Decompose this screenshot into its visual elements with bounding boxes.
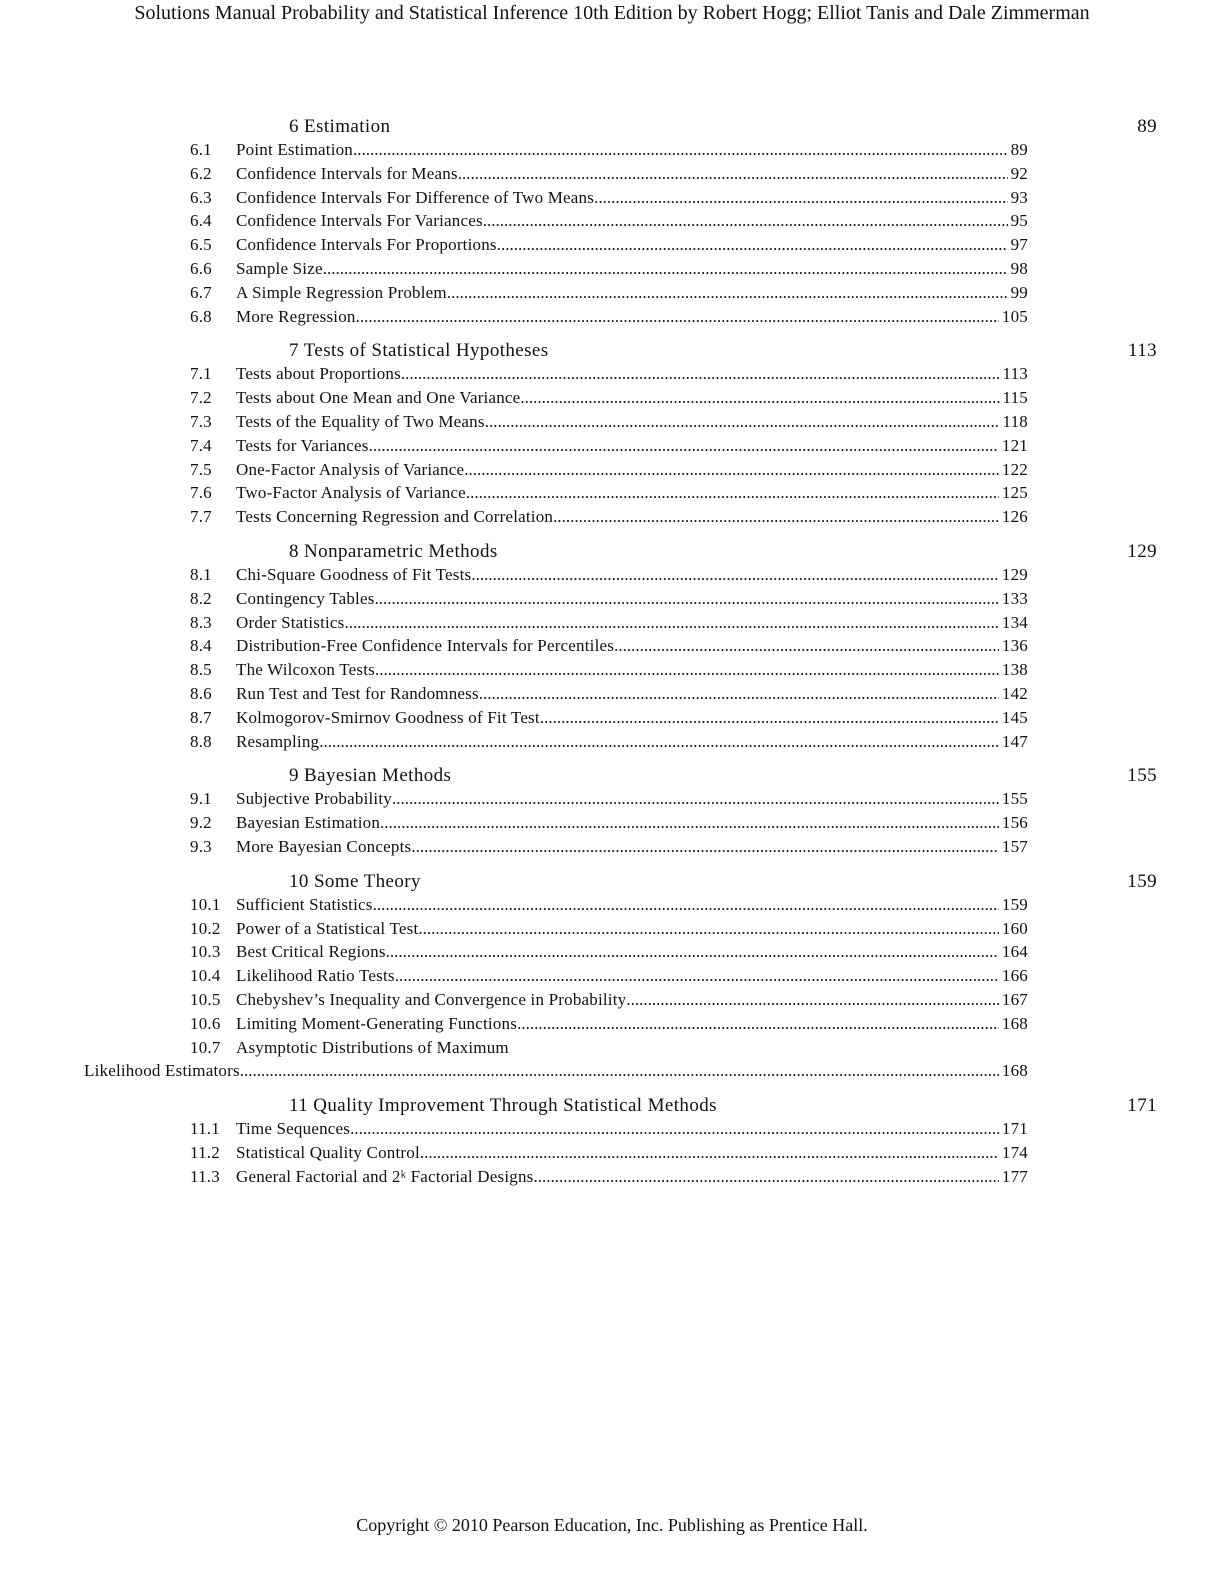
section-page: 174 — [1001, 1142, 1028, 1162]
toc-entry — [0, 259, 1224, 283]
section-page: 168 — [1001, 1013, 1028, 1033]
section-number: 9.1 — [190, 789, 212, 809]
section-title: Tests for Variances — [236, 435, 369, 455]
dot-leader — [517, 1014, 999, 1034]
chapter-title: 6 Estimation — [289, 116, 391, 137]
chapter-page: 155 — [1127, 765, 1157, 787]
section-page: 113 — [1002, 364, 1028, 384]
toc-entry — [0, 211, 1224, 235]
section-title: More Regression — [236, 306, 356, 326]
toc-entry-continuation — [0, 1061, 1224, 1085]
toc-entry — [0, 507, 1224, 531]
toc-entry — [0, 483, 1224, 507]
section-page: 156 — [1001, 813, 1028, 833]
section-title: Likelihood Estimators — [84, 1061, 240, 1081]
section-page: 145 — [1001, 707, 1028, 727]
section-page: 147 — [1001, 731, 1028, 751]
toc-entry — [0, 613, 1224, 637]
section-number: 7.3 — [190, 411, 212, 431]
section-title: Confidence Intervals For Proportions — [236, 235, 497, 255]
section-number: 6.2 — [190, 163, 212, 183]
section-number: 6.3 — [190, 187, 212, 207]
chapter-title: 7 Tests of Statistical Hypotheses — [289, 340, 549, 362]
dot-leader — [401, 364, 1000, 384]
chapter-9 — [0, 765, 1224, 860]
section-page: 125 — [1001, 483, 1028, 503]
section-number: 7.5 — [190, 459, 212, 479]
dot-leader — [479, 684, 999, 704]
toc-entry — [0, 307, 1224, 331]
section-page: 166 — [1001, 966, 1028, 986]
section-title: Tests of the Equality of Two Means — [236, 411, 485, 431]
section-title: Limiting Moment-Generating Functions — [236, 1013, 518, 1033]
toc-entry — [0, 919, 1224, 943]
section-number: 8.7 — [190, 707, 212, 727]
toc-entry — [0, 436, 1224, 460]
section-number: 8.3 — [190, 612, 212, 632]
section-title: Confidence Intervals for Means — [236, 163, 458, 183]
section-number: 10.2 — [190, 918, 221, 938]
dot-leader — [386, 942, 999, 962]
dot-leader — [375, 660, 999, 680]
chapter-heading — [0, 871, 1224, 895]
dot-leader — [540, 708, 999, 728]
chapter-page: 113 — [1128, 340, 1157, 362]
section-title: Bayesian Estimation — [236, 813, 381, 833]
section-title: Tests Concerning Regression and Correlation — [236, 507, 554, 527]
section-title: General Factorial and 2ᵏ Factorial Designs — [236, 1166, 534, 1186]
toc-entry — [0, 412, 1224, 436]
section-title: Two-Factor Analysis of Variance — [236, 483, 466, 503]
page-footer: Copyright © 2010 Pearson Education, Inc. Publishing as Prentice Hall. — [356, 1515, 868, 1535]
dot-leader — [373, 895, 999, 915]
dot-leader — [594, 188, 1008, 208]
page-header: Solutions Manual Probability and Statistical Inference 10th Edition by Robert Hogg; Elliot Tanis and Dale Zimmerman — [134, 2, 1090, 24]
section-number: 7.7 — [190, 507, 212, 527]
toc-entry — [0, 140, 1224, 164]
dot-leader — [380, 813, 999, 833]
chapter-10 — [0, 871, 1224, 1085]
dot-leader — [466, 483, 999, 503]
toc-entry — [0, 966, 1224, 990]
chapter-heading — [0, 340, 1224, 364]
chapter-page: 89 — [1137, 116, 1157, 137]
section-page: 105 — [1001, 306, 1028, 326]
section-number: 6.6 — [190, 258, 212, 278]
section-page: 121 — [1001, 435, 1028, 455]
chapter-page: 171 — [1127, 1095, 1157, 1117]
section-title: More Bayesian Concepts — [236, 836, 412, 856]
section-title: Power of a Statistical Test — [236, 918, 419, 938]
section-number: 6.1 — [190, 140, 212, 159]
section-number: 10.7 — [190, 1037, 221, 1057]
chapter-page: 129 — [1127, 540, 1157, 562]
toc-entry — [0, 789, 1224, 813]
dot-leader — [533, 1167, 998, 1187]
section-number: 7.4 — [190, 435, 212, 455]
toc-entry — [0, 684, 1224, 708]
toc-entry — [0, 388, 1224, 412]
dot-leader — [553, 507, 999, 527]
table-of-contents — [0, 116, 1224, 1200]
section-title: One-Factor Analysis of Variance — [236, 459, 465, 479]
section-title: Resampling — [236, 731, 320, 751]
section-page: 138 — [1001, 660, 1028, 680]
section-title: Kolmogorov-Smirnov Goodness of Fit Test — [236, 707, 540, 727]
dot-leader — [375, 589, 999, 609]
chapter-title: 10 Some Theory — [289, 870, 421, 892]
section-number: 8.8 — [190, 731, 212, 751]
toc-entry — [0, 660, 1224, 684]
toc-entry — [0, 565, 1224, 589]
section-number: 11.3 — [190, 1166, 220, 1186]
dot-leader — [447, 283, 1008, 303]
section-number: 7.2 — [190, 388, 212, 408]
dot-leader — [420, 1143, 999, 1163]
section-title: Likelihood Ratio Tests — [236, 966, 395, 986]
section-number: 6.5 — [190, 235, 212, 255]
toc-entry — [0, 188, 1224, 212]
section-number: 9.3 — [190, 836, 212, 856]
section-number: 10.5 — [190, 989, 221, 1009]
toc-entry — [0, 1119, 1224, 1143]
section-title: Distribution-Free Confidence Intervals for Percentiles — [236, 636, 615, 656]
dot-leader — [392, 789, 999, 809]
dot-leader — [614, 636, 999, 656]
section-number: 10.3 — [190, 942, 221, 962]
section-title: Statistical Quality Control — [236, 1142, 420, 1162]
section-page: 129 — [1001, 564, 1028, 584]
chapter-title: 8 Nonparametric Methods — [289, 540, 498, 562]
section-page: 155 — [1001, 789, 1028, 809]
toc-entry — [0, 1143, 1224, 1167]
section-number: 10.6 — [190, 1013, 221, 1033]
section-number: 8.4 — [190, 636, 212, 656]
section-number: 10.4 — [190, 966, 221, 986]
section-title: Confidence Intervals For Variances — [236, 211, 483, 231]
toc-entry — [0, 364, 1224, 388]
section-title: Sufficient Statistics — [236, 894, 373, 914]
section-title: Tests about Proportions — [236, 364, 401, 384]
toc-entry — [0, 1014, 1224, 1038]
section-page: 157 — [1001, 836, 1028, 856]
toc-entry — [0, 460, 1224, 484]
section-number: 7.6 — [190, 483, 212, 503]
chapter-title: 9 Bayesian Methods — [289, 765, 452, 787]
section-number: 8.6 — [190, 683, 212, 703]
section-page: 99 — [1010, 282, 1028, 302]
section-number: 11.1 — [190, 1119, 220, 1139]
dot-leader — [520, 388, 999, 408]
dot-leader — [395, 966, 999, 986]
chapter-7 — [0, 340, 1224, 531]
section-number: 9.2 — [190, 813, 212, 833]
toc-entry — [0, 283, 1224, 307]
section-title: Subjective Probability — [236, 789, 392, 809]
toc-entry — [0, 942, 1224, 966]
dot-leader — [418, 919, 999, 939]
dot-leader — [353, 140, 1008, 160]
section-title: Best Critical Regions — [236, 942, 386, 962]
section-title: A Simple Regression Problem — [236, 282, 447, 302]
dot-leader — [345, 613, 999, 633]
section-page: 93 — [1010, 187, 1028, 207]
dot-leader — [240, 1061, 999, 1081]
section-page: 97 — [1010, 235, 1028, 255]
section-title: Order Statistics — [236, 612, 345, 632]
section-page: 122 — [1001, 459, 1028, 479]
section-page: 164 — [1001, 942, 1028, 962]
section-number: 11.2 — [190, 1142, 220, 1162]
section-page: 126 — [1001, 507, 1028, 527]
section-page: 177 — [1001, 1166, 1028, 1186]
section-page: 95 — [1010, 211, 1028, 231]
dot-leader — [497, 235, 1008, 255]
chapter-6 — [0, 116, 1224, 330]
toc-entry — [0, 895, 1224, 919]
section-number: 8.1 — [190, 564, 212, 584]
section-page: 171 — [1001, 1119, 1028, 1139]
section-page: 89 — [1010, 140, 1028, 159]
section-page: 98 — [1010, 258, 1028, 278]
section-number: 6.4 — [190, 211, 212, 231]
dot-leader — [458, 164, 1008, 184]
toc-entry — [0, 164, 1224, 188]
section-page: 134 — [1001, 612, 1028, 632]
section-number: 8.2 — [190, 588, 212, 608]
section-page: 160 — [1001, 918, 1028, 938]
section-page: 133 — [1001, 588, 1028, 608]
toc-entry — [0, 813, 1224, 837]
dot-leader — [485, 412, 1000, 432]
dot-leader — [483, 211, 1008, 231]
section-title: Run Test and Test for Randomness — [236, 683, 479, 703]
section-title: Point Estimation — [236, 140, 354, 159]
dot-leader — [356, 307, 999, 327]
toc-entry — [0, 636, 1224, 660]
section-title: The Wilcoxon Tests — [236, 660, 375, 680]
section-title: Sample Size — [236, 258, 323, 278]
chapter-page: 159 — [1127, 870, 1157, 892]
section-title: Contingency Tables — [236, 588, 375, 608]
section-number: 6.8 — [190, 306, 212, 326]
toc-entry — [0, 837, 1224, 861]
toc-entry — [0, 732, 1224, 756]
dot-leader — [319, 732, 999, 752]
section-title: Chi-Square Goodness of Fit Tests — [236, 564, 472, 584]
section-title: Time Sequences — [236, 1119, 351, 1139]
toc-entry — [0, 589, 1224, 613]
section-page: 142 — [1001, 683, 1028, 703]
section-page: 136 — [1001, 636, 1028, 656]
chapter-heading — [0, 765, 1224, 789]
chapter-11 — [0, 1095, 1224, 1190]
chapter-heading — [0, 1095, 1224, 1119]
chapter-heading — [0, 116, 1224, 140]
dot-leader — [350, 1119, 999, 1139]
toc-entry — [0, 990, 1224, 1014]
dot-leader — [471, 565, 999, 585]
section-title: Chebyshev’s Inequality and Convergence in Probability — [236, 989, 627, 1009]
chapter-8 — [0, 541, 1224, 755]
section-number: 8.5 — [190, 660, 212, 680]
dot-leader — [411, 837, 999, 857]
section-page: 115 — [1002, 388, 1028, 408]
section-page: 168 — [1001, 1061, 1028, 1081]
dot-leader — [464, 460, 999, 480]
chapter-heading — [0, 541, 1224, 565]
section-title: Confidence Intervals For Difference of Two Means — [236, 187, 595, 207]
toc-entry — [0, 708, 1224, 732]
section-title: Asymptotic Distributions of Maximum — [236, 1037, 509, 1057]
dot-leader — [369, 436, 999, 456]
dot-leader — [626, 990, 999, 1010]
dot-leader — [323, 259, 1008, 279]
section-number: 6.7 — [190, 282, 212, 302]
section-number: 7.1 — [190, 364, 212, 384]
section-page: 167 — [1001, 989, 1028, 1009]
section-page: 92 — [1010, 163, 1028, 183]
section-page: 118 — [1002, 411, 1028, 431]
toc-entry — [0, 235, 1224, 259]
chapter-title: 11 Quality Improvement Through Statistical Methods — [289, 1095, 717, 1117]
section-title: Tests about One Mean and One Variance — [236, 388, 521, 408]
toc-entry — [0, 1167, 1224, 1191]
section-number: 10.1 — [190, 894, 221, 914]
section-page: 159 — [1001, 894, 1028, 914]
toc-entry — [0, 1038, 1224, 1062]
